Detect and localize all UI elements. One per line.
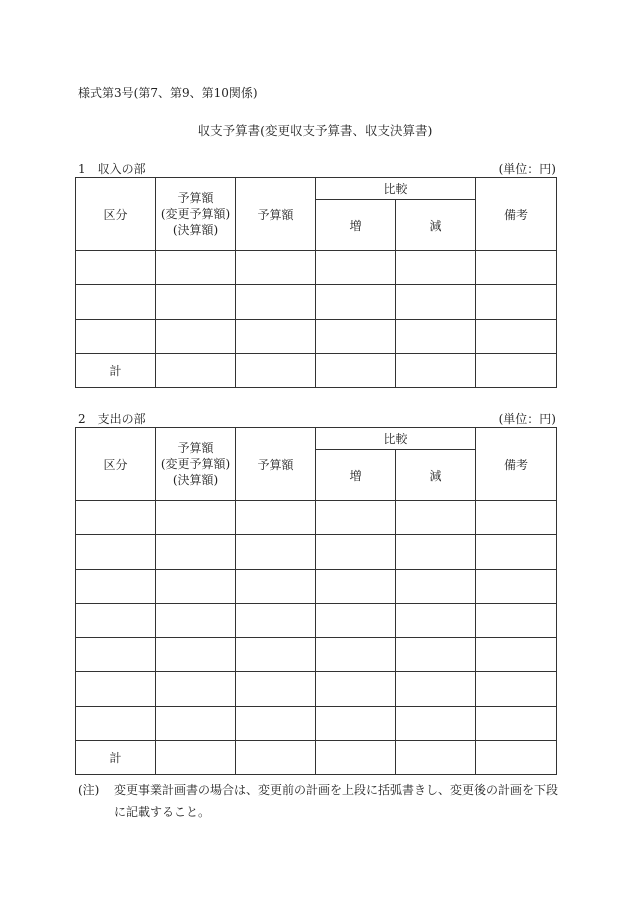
- header-remarks: 備考: [476, 178, 557, 251]
- header-budget-amount-changed: [156, 178, 236, 251]
- table-cell: [476, 603, 557, 637]
- table-cell: [236, 319, 316, 353]
- income-section-label: 1 収入の部: [78, 162, 146, 176]
- table-row: [76, 569, 557, 603]
- table-cell: [476, 319, 557, 353]
- table-row: [76, 603, 557, 637]
- table-cell: [76, 501, 156, 535]
- income-unit-label: (単位：円): [498, 162, 556, 176]
- table-cell: [76, 285, 156, 319]
- header-budget-line1: 予算額: [177, 191, 214, 205]
- expense-unit-label: (単位：円): [498, 412, 556, 426]
- total-row: [76, 353, 557, 387]
- expense-table: [75, 427, 557, 775]
- table-cell: [236, 741, 316, 775]
- table-cell: [396, 741, 476, 775]
- table-cell: [396, 285, 476, 319]
- table-cell: [236, 535, 316, 569]
- table-cell: [156, 672, 236, 706]
- table-cell: [156, 251, 236, 285]
- table-cell: [316, 741, 396, 775]
- document-title: 収支予算書(変更収支予算書、収支決算書): [197, 123, 433, 138]
- header-budget-line2: (変更予算額): [160, 457, 231, 471]
- header-budget-amount: 予算額: [236, 428, 316, 501]
- table-cell: [236, 638, 316, 672]
- header-budget-line3: (決算額): [172, 223, 219, 237]
- header-budget-line3: (決算額): [172, 473, 219, 487]
- table-cell: [156, 706, 236, 740]
- table-cell: [476, 285, 557, 319]
- table-cell: [236, 569, 316, 603]
- header-category: 区分: [76, 428, 156, 501]
- table-row: [76, 672, 557, 706]
- table-cell: [236, 706, 316, 740]
- table-cell: [476, 251, 557, 285]
- table-row: [76, 501, 557, 535]
- table-cell: [396, 638, 476, 672]
- header-decrease: 減: [396, 200, 476, 251]
- table-cell: [396, 706, 476, 740]
- header-category: 区分: [76, 178, 156, 251]
- table-row: [76, 706, 557, 740]
- total-row: [76, 741, 557, 775]
- table-cell: [396, 569, 476, 603]
- table-cell: [236, 353, 316, 387]
- table-cell: [316, 638, 396, 672]
- header-decrease: 減: [396, 450, 476, 501]
- table-cell: [156, 569, 236, 603]
- header-comparison: 比較: [316, 178, 476, 200]
- header-increase: 増: [316, 200, 396, 251]
- table-cell: [316, 353, 396, 387]
- table-cell: [396, 501, 476, 535]
- table-row: [76, 285, 557, 319]
- table-cell: [156, 319, 236, 353]
- table-cell: [236, 251, 316, 285]
- table-cell: [236, 672, 316, 706]
- header-increase: 増: [316, 450, 396, 501]
- table-cell: [316, 672, 396, 706]
- table-cell: [156, 638, 236, 672]
- table-cell: [76, 319, 156, 353]
- table-cell: [476, 569, 557, 603]
- table-row: [76, 638, 557, 672]
- table-cell: [396, 319, 476, 353]
- table-row: [76, 251, 557, 285]
- table-cell: [76, 638, 156, 672]
- table-cell: [76, 706, 156, 740]
- table-cell: [156, 501, 236, 535]
- table-cell: [236, 603, 316, 637]
- total-label: 計: [76, 353, 156, 387]
- table-cell: [156, 741, 236, 775]
- header-budget-amount: 予算額: [236, 178, 316, 251]
- income-table: [75, 177, 557, 388]
- header-budget-amount-changed: [156, 428, 236, 501]
- table-cell: [76, 251, 156, 285]
- table-cell: [476, 353, 557, 387]
- table-cell: [396, 603, 476, 637]
- form-number: 様式第3号(第7、第9、第10関係): [78, 86, 258, 100]
- table-cell: [156, 353, 236, 387]
- table-cell: [156, 535, 236, 569]
- footnote-tag: (注): [78, 783, 100, 797]
- header-remarks: 備考: [476, 428, 557, 501]
- table-cell: [476, 741, 557, 775]
- table-cell: [316, 569, 396, 603]
- total-label: 計: [76, 741, 156, 775]
- table-cell: [76, 603, 156, 637]
- table-cell: [396, 353, 476, 387]
- table-cell: [316, 285, 396, 319]
- table-cell: [396, 535, 476, 569]
- table-cell: [316, 603, 396, 637]
- header-budget-line2: (変更予算額): [160, 207, 231, 221]
- table-cell: [156, 603, 236, 637]
- header-budget-line1: 予算額: [177, 441, 214, 455]
- table-cell: [156, 285, 236, 319]
- table-cell: [316, 319, 396, 353]
- table-cell: [396, 251, 476, 285]
- table-cell: [476, 638, 557, 672]
- table-cell: [236, 501, 316, 535]
- footnote: [78, 779, 558, 823]
- table-cell: [316, 251, 396, 285]
- table-row: [76, 535, 557, 569]
- table-cell: [76, 569, 156, 603]
- table-cell: [396, 672, 476, 706]
- table-cell: [76, 535, 156, 569]
- expense-section-label: 2 支出の部: [78, 412, 146, 426]
- header-comparison: 比較: [316, 428, 476, 450]
- table-row: [76, 319, 557, 353]
- table-cell: [76, 672, 156, 706]
- table-cell: [476, 706, 557, 740]
- table-cell: [476, 501, 557, 535]
- table-cell: [476, 535, 557, 569]
- footnote-text: 変更事業計画書の場合は、変更前の計画を上段に括弧書きし、変更後の計画を下段に記載すること。: [114, 783, 559, 819]
- table-cell: [316, 706, 396, 740]
- table-cell: [476, 672, 557, 706]
- table-cell: [236, 285, 316, 319]
- table-cell: [316, 535, 396, 569]
- table-cell: [316, 501, 396, 535]
